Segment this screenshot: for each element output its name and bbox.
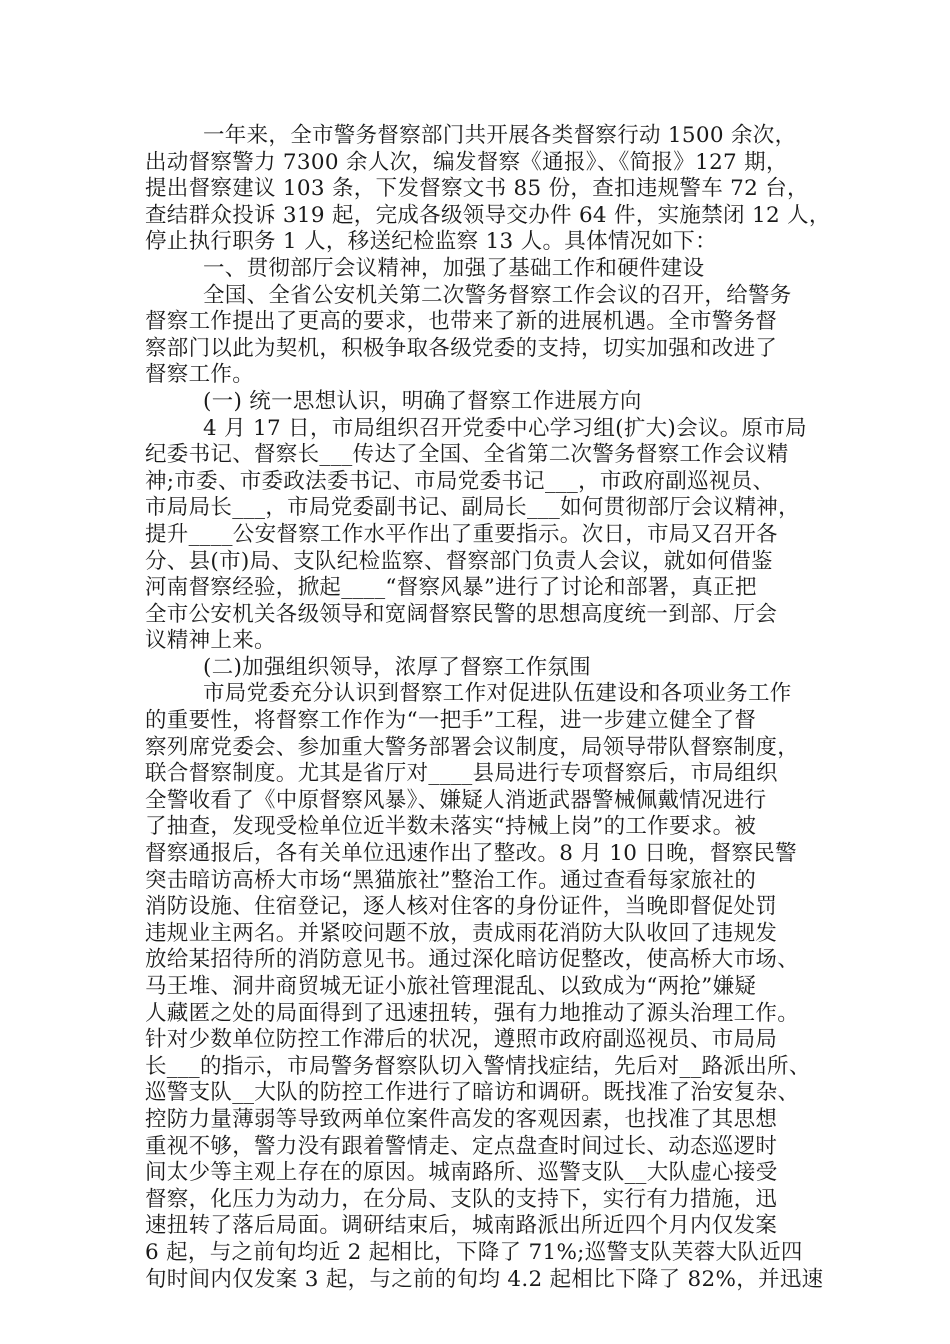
text-line: 了抽查，发现受检单位近半数未落实“持械上岗”的工作要求。被: [145, 814, 757, 840]
text-line: 市局党委充分认识到督察工作对促进队伍建设和各项业务工作: [203, 681, 792, 707]
text-line: 4 月 17 日，市局组织召开党委中心学习组(扩大)会议。原市局: [203, 415, 807, 441]
text-line: (二)加强组织领导，浓厚了督察工作氛围: [203, 654, 591, 680]
text-line: 速扭转了落后局面。调研结束后，城南路派出所近四个月内仅发案: [145, 1213, 778, 1239]
text-line: 突击暗访高桥大市场“黑猫旅社”整治工作。通过查看每家旅社的: [145, 867, 757, 893]
text-line: 全警收看了《中原督察风暴》、嫌疑人消逝武器警械佩戴情况进行: [145, 787, 767, 813]
text-line: 间太少等主观上存在的原因。城南路所、巡警支队__大队虚心接受: [145, 1160, 778, 1186]
text-line: 出动督察警力 7300 余人次，编发督察《通报》、《简报》127 期，: [145, 149, 788, 175]
text-line: 全市公安机关各级领导和宽阔督察民警的思想高度统一到部、厅会: [145, 601, 778, 627]
text-line: 的重要性，将督察工作作为“一把手”工程，进一步建立健全了督: [145, 708, 757, 734]
text-line: 分、县(市)局、支队纪检监察、督察部门负责人会议，就如何借鉴: [145, 548, 773, 574]
text-line: 督察工作提出了更高的要求，也带来了新的进展机遇。全市警务督: [145, 309, 778, 335]
text-line: 重视不够，警力没有跟着警情走、定点盘查时间过长、动态巡逻时: [145, 1133, 778, 1159]
document-body: [145, 123, 831, 1293]
text-line: 全国、全省公安机关第二次警务督察工作会议的召开，给警务: [203, 282, 792, 308]
text-line: 消防设施、住宿登记，逐人核对住客的身份证件，当晚即督促处罚: [145, 894, 778, 920]
text-line: 督察，化压力为动力，在分局、支队的支持下，实行有力措施，迅: [145, 1186, 778, 1212]
text-line: 河南督察经验，掀起____“督察风暴”进行了讨论和部署，真正把: [145, 575, 757, 601]
text-line: (一) 统一思想认识，明确了督察工作进展方向: [203, 388, 642, 414]
text-line: 旬时间内仅发案 3 起，与之前的旬均 4.2 起相比下降了 82%，并迅速: [145, 1266, 824, 1292]
text-line: 针对少数单位防控工作滞后的状况，遵照市政府副巡视员、市局局: [145, 1027, 778, 1053]
text-line: 察部门以此为契机，积极争取各级党委的支持，切实加强和改进了: [145, 335, 778, 361]
text-line: 联合督察制度。尤其是省厅对____县局进行专项督察后，市局组织: [145, 761, 778, 787]
text-line: 督察通报后，各有关单位迅速作出了整改。8 月 10 日晚，督察民警: [145, 841, 797, 867]
text-line: 马王堆、洞井商贸城无证小旅社管理混乱、以致成为“两抢”嫌疑: [145, 974, 757, 999]
text-line: 巡警支队__大队的防控工作进行了暗访和调研。既找准了治安复杂、: [145, 1080, 800, 1106]
text-line: 提升____公安督察工作水平作出了重要指示。次日，市局又召开各: [145, 521, 778, 547]
text-line: 长___的指示，市局警务督察队切入警情找症结，先后对__路派出所、: [145, 1053, 811, 1079]
text-line: 一年来，全市警务督察部门共开展各类督察行动 1500 余次，: [203, 123, 797, 148]
text-line: 放给某招待所的消防意见书。通过深化暗访促整改，使高桥大市场、: [145, 947, 800, 973]
text-line: 察列席党委会、参加重大警务部署会议制度，局领导带队督察制度，: [145, 734, 800, 760]
text-line: 一、贯彻部厅会议精神，加强了基础工作和硬件建设: [203, 255, 705, 281]
text-line: 督察工作。: [145, 362, 255, 388]
text-line: 议精神上来。: [145, 628, 276, 654]
text-line: 停止执行职务 1 人，移送纪检监察 13 人。具体情况如下：: [145, 229, 717, 255]
text-line: 查结群众投诉 319 起，完成各级领导交办件 64 件，实施禁闭 12 人，: [145, 202, 831, 228]
text-line: 违规业主两名。并紧咬问题不放，责成雨花消防大队收回了违规发: [145, 920, 778, 946]
text-line: 纪委书记、督察长___传达了全国、全省第二次警务督察工作会议精: [145, 442, 789, 468]
text-line: 控防力量薄弱等导致两单位案件高发的客观因素，也找准了其思想: [145, 1106, 778, 1132]
text-line: 神;市委、市委政法委书记、市局党委书记___，市政府副巡视员、: [145, 468, 775, 494]
text-line: 提出督察建议 103 条，下发督察文书 85 份，查扣违规警车 72 台，: [145, 176, 809, 202]
text-line: 人藏匿之处的局面得到了迅速扭转，强有力地推动了源头治理工作。: [145, 1000, 800, 1026]
text-line: 市局局长___，市局党委副书记、副局长___如何贯彻部厅会议精神，: [145, 495, 800, 521]
text-line: 6 起，与之前旬均近 2 起相比，下降了 71%;巡警支队芙蓉大队近四: [145, 1239, 803, 1265]
